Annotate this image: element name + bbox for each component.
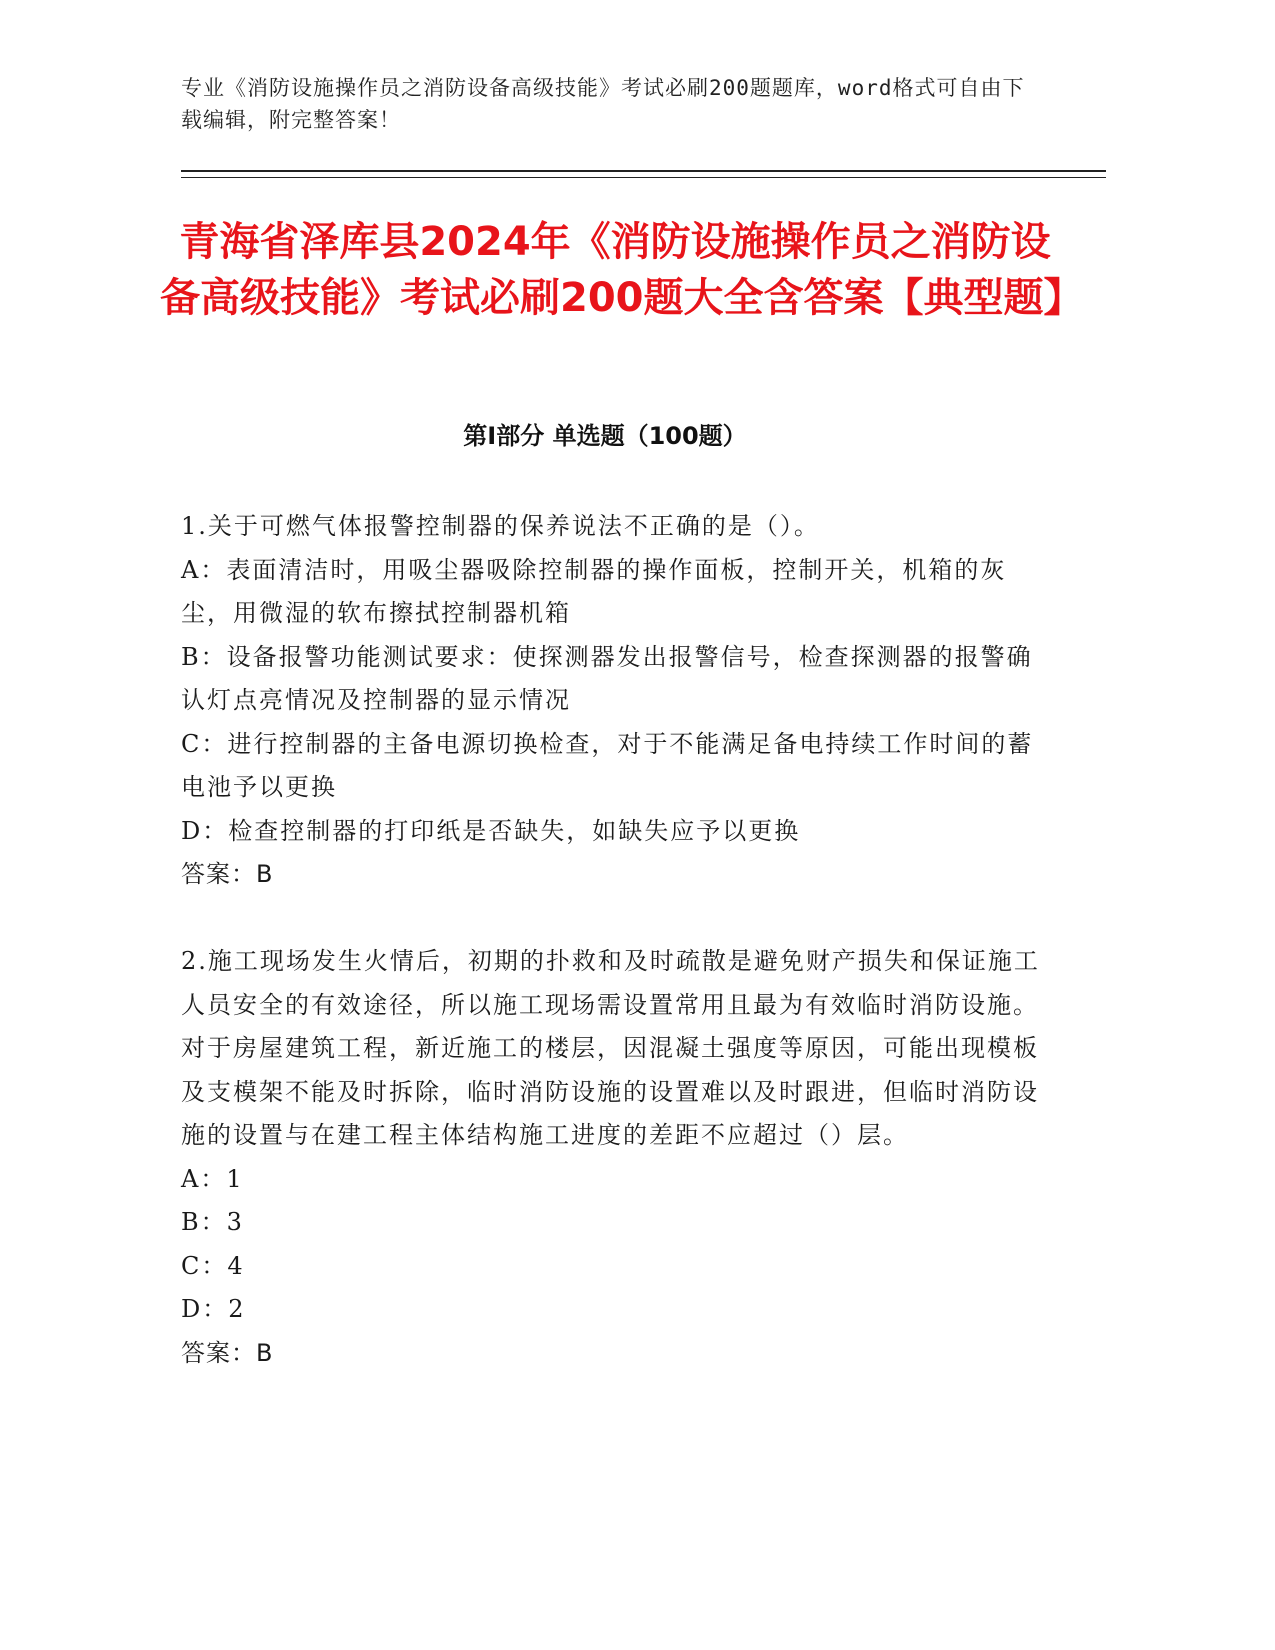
header-divider-thin — [181, 177, 1106, 178]
answer-label: 答案：B — [181, 860, 274, 888]
option-c: C：进行控制器的主备电源切换检查，对于不能满足备电持续工作时间的蓄电池予以更换 — [181, 729, 1034, 801]
header-note: 专业《消防设施操作员之消防设备高级技能》考试必刷200题题库，word格式可自由下载编辑，附完整答案！ — [181, 76, 1025, 132]
option-b: B：3 — [181, 1208, 244, 1236]
question-1 — [181, 505, 1041, 897]
question-2 — [181, 940, 1041, 1375]
document-title: 青海省泽库县2024年《消防设施操作员之消防设备高级技能》考试必刷200题大全含答案【典型题】 — [160, 219, 1084, 321]
option-a: A：表面清洁时，用吸尘器吸除控制器的操作面板，控制开关，机箱的灰尘，用微湿的软布擦拭控制器机箱 — [181, 555, 1007, 627]
section-title: 第Ⅰ部分 单选题（100题） — [463, 422, 747, 450]
question-stem: 1.关于可燃气体报警控制器的保养说法不正确的是（）。 — [181, 512, 820, 540]
option-d: D：2 — [181, 1295, 246, 1323]
header-divider-thick — [181, 170, 1106, 172]
option-b: B：设备报警功能测试要求：使探测器发出报警信号，检查探测器的报警确认灯点亮情况及控制器的显示情况 — [181, 642, 1033, 714]
question-stem: 2.施工现场发生火情后，初期的扑救和及时疏散是避免财产损失和保证施工人员安全的有效途径，所以施工现场需设置常用且最为有效临时消防设施。对于房屋建筑工程，新近施工的楼层，因混凝土强度等原因，可能出现模板及支模架不能及时拆除，临时消防设施的设置难以及时跟进，但临时消防设施的设置与在建工程主体结构施工进度的差距不应超过（）层。 — [181, 947, 1040, 1149]
option-a: A：1 — [181, 1164, 244, 1193]
answer-label: 答案：B — [181, 1338, 274, 1367]
option-d: D：检查控制器的打印纸是否缺失，如缺失应予以更换 — [181, 816, 801, 845]
option-c: C：4 — [181, 1251, 245, 1280]
